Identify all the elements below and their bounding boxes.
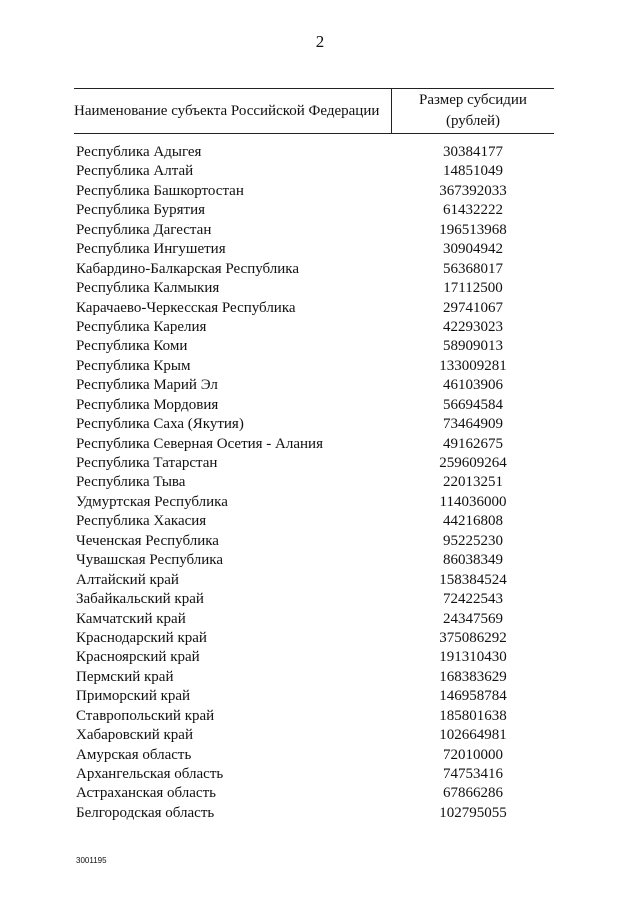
subsidy-table-body [76, 143, 556, 823]
subject-name: Белгородская область [76, 804, 215, 821]
subject-name: Карачаево-Черкесская Республика [76, 299, 296, 316]
subject-name: Республика Северная Осетия - Алания [76, 435, 323, 452]
subject-name: Чеченская Республика [76, 532, 219, 549]
table-row [76, 240, 556, 259]
table-row [76, 396, 556, 415]
subject-name: Республика Калмыкия [76, 280, 220, 297]
table-row [76, 201, 556, 220]
column-header-subsidy [392, 89, 554, 133]
page-number: 2 [315, 32, 325, 51]
subsidy-amount: 46103906 [443, 377, 503, 394]
subsidy-amount: 168383629 [439, 668, 507, 685]
document-code: 3001195 [76, 856, 107, 865]
subsidy-amount: 72010000 [443, 746, 503, 763]
table-row [76, 532, 556, 551]
table-row [76, 571, 556, 590]
table-row [76, 435, 556, 454]
subsidy-amount: 95225230 [443, 532, 503, 549]
column-header-subject: Наименование субъекта Российской Федерации [74, 89, 392, 133]
table-row [76, 415, 556, 434]
table-row [76, 512, 556, 531]
subject-name: Республика Коми [76, 338, 188, 355]
table-row [76, 454, 556, 473]
subject-name: Камчатский край [76, 610, 186, 627]
subsidy-amount: 22013251 [443, 474, 503, 491]
table-row [76, 668, 556, 687]
table-row [76, 299, 556, 318]
subsidy-amount: 24347569 [443, 610, 503, 627]
subsidy-amount: 185801638 [439, 707, 507, 724]
subsidy-amount: 44216808 [443, 513, 503, 530]
subject-name: Алтайский край [76, 571, 179, 588]
subject-name: Республика Мордовия [76, 396, 219, 413]
subsidy-amount: 74753416 [443, 766, 503, 782]
column-header-subsidy-line1: Размер субсидии [419, 92, 527, 108]
subject-name: Республика Бурятия [76, 202, 206, 219]
table-row [76, 784, 556, 803]
table-row [76, 473, 556, 492]
subject-name: Приморский край [76, 688, 191, 705]
table-row [76, 143, 556, 162]
table-row [76, 318, 556, 337]
subsidy-amount: 56368017 [443, 260, 503, 277]
subject-name: Республика Башкортостан [76, 182, 244, 199]
subject-name: Республика Марий Эл [76, 377, 218, 394]
table-row [76, 590, 556, 609]
subject-name: Астраханская область [76, 785, 216, 802]
subsidy-amount: 196513968 [439, 221, 507, 238]
subsidy-amount: 58909013 [443, 338, 503, 355]
subject-name: Ставропольский край [76, 707, 215, 724]
table-row [76, 687, 556, 706]
subject-name: Республика Тыва [76, 474, 186, 491]
subsidy-amount: 102795055 [439, 804, 507, 821]
subsidy-amount: 49162675 [443, 435, 503, 452]
subject-name: Архангельская область [76, 766, 224, 782]
subject-name: Республика Крым [76, 357, 191, 374]
subject-name: Республика Татарстан [76, 455, 218, 471]
subsidy-amount: 61432222 [443, 202, 503, 219]
table-row [76, 376, 556, 395]
subject-name: Кабардино-Балкарская Республика [76, 260, 300, 277]
subsidy-amount: 30904942 [443, 241, 503, 258]
subsidy-amount: 30384177 [443, 144, 503, 160]
subject-name: Амурская область [76, 746, 192, 763]
subject-name: Хабаровский край [76, 727, 193, 744]
subsidy-amount: 102664981 [439, 727, 507, 744]
table-row [76, 746, 556, 765]
table-row [76, 726, 556, 745]
table-row [76, 357, 556, 376]
table-row [76, 648, 556, 667]
subsidy-amount: 375086292 [439, 629, 507, 646]
column-header-subsidy-line2: (рублей) [445, 113, 501, 129]
subject-name: Краснодарский край [76, 629, 207, 646]
subsidy-amount: 29741067 [443, 299, 503, 316]
subsidy-amount: 114036000 [439, 493, 507, 510]
subsidy-amount: 17112500 [443, 280, 503, 297]
subsidy-amount: 86038349 [443, 552, 503, 569]
subsidy-amount: 14851049 [443, 163, 503, 180]
subsidy-amount: 73464909 [443, 416, 503, 433]
subsidy-amount: 72422543 [443, 591, 503, 608]
table-row [76, 260, 556, 279]
table-row [76, 707, 556, 726]
subsidy-amount: 259609264 [439, 455, 507, 471]
subsidy-amount: 56694584 [443, 396, 503, 413]
table-header [74, 88, 554, 134]
table-row [76, 610, 556, 629]
subject-name: Республика Дагестан [76, 221, 212, 238]
table-row [76, 765, 556, 784]
table-row [76, 804, 556, 823]
table-row [76, 182, 556, 201]
table-row [76, 493, 556, 512]
table-row [76, 162, 556, 181]
subsidy-amount: 42293023 [443, 318, 503, 335]
table-row [76, 221, 556, 240]
table-row [76, 629, 556, 648]
subject-name: Республика Ингушетия [76, 241, 226, 258]
subsidy-amount: 67866286 [443, 785, 503, 802]
subject-name: Республика Хакасия [76, 513, 207, 530]
subsidy-amount: 158384524 [439, 571, 507, 588]
table-row [76, 279, 556, 298]
subject-name: Красноярский край [76, 649, 200, 666]
subsidy-amount: 191310430 [439, 649, 507, 666]
subsidy-amount: 367392033 [439, 182, 507, 199]
subject-name: Республика Алтай [76, 163, 194, 180]
subject-name: Республика Карелия [76, 318, 207, 335]
subject-name: Республика Адыгея [76, 144, 202, 160]
subject-name: Удмуртская Республика [76, 493, 228, 510]
subject-name: Забайкальский край [76, 591, 204, 608]
table-row [76, 337, 556, 356]
subsidy-amount: 133009281 [439, 357, 507, 374]
subsidy-amount: 146958784 [439, 688, 507, 705]
table-row [76, 551, 556, 570]
subject-name: Республика Саха (Якутия) [76, 416, 244, 433]
subject-name: Чувашская Республика [76, 552, 224, 569]
subject-name: Пермский край [76, 668, 174, 685]
